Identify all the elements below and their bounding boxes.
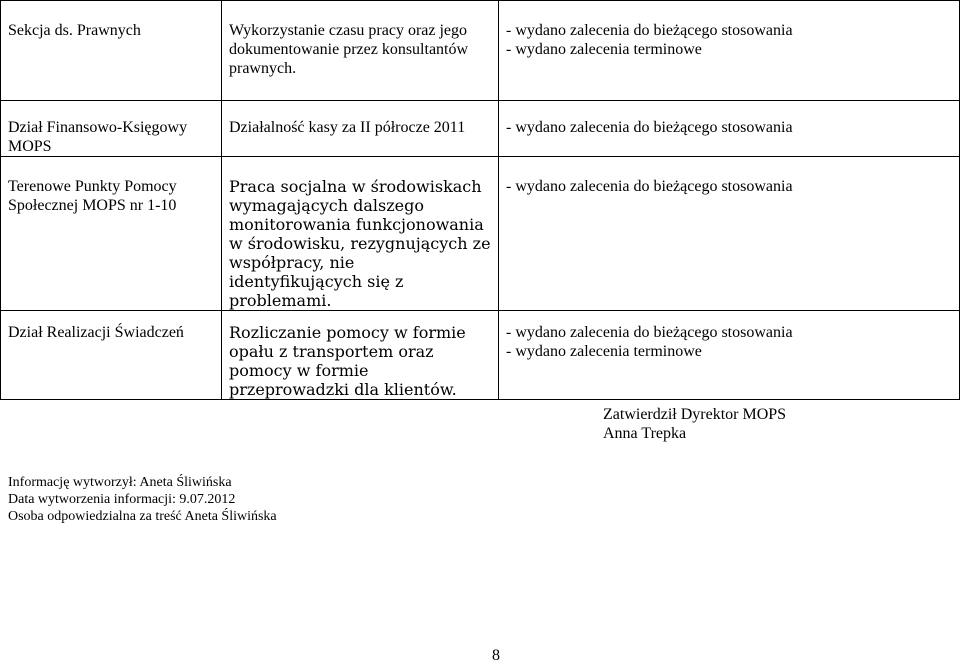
subject-cell xyxy=(222,1,499,101)
department-cell xyxy=(1,157,222,311)
result-cell xyxy=(499,157,960,311)
table-row xyxy=(1,1,960,101)
approval-block xyxy=(603,405,786,443)
department-cell xyxy=(1,101,222,157)
result-line: - wydano zalecenia terminowe xyxy=(506,41,702,58)
department-text: Dział Realizacji Świadczeń xyxy=(8,324,184,341)
subject-text: Działalność kasy za II półrocze 2011 xyxy=(229,119,466,136)
approver-name: Anna Trepka xyxy=(603,425,687,442)
result-line: - wydano zalecenia do bieżącego stosowania xyxy=(506,119,793,136)
department-text: Dział Finansowo-Księgowy MOPS xyxy=(8,119,188,155)
subject-cell xyxy=(222,101,499,157)
subject-text: Praca socjalna w środowiskach wymagających dalszego monitorowania funkcjonowania w środowisku, rezygnujących ze współpracy, nie identyfikujących się z problemami. xyxy=(229,177,491,310)
result-line: - wydano zalecenia do bieżącego stosowania xyxy=(506,178,793,195)
document-metadata xyxy=(8,474,277,525)
result-cell xyxy=(499,101,960,157)
table-row xyxy=(1,101,960,157)
result-cell xyxy=(499,311,960,400)
subject-cell xyxy=(222,311,499,400)
approval-title: Zatwierdził Dyrektor MOPS xyxy=(603,406,787,423)
page-number: 8 xyxy=(492,647,500,664)
table-row xyxy=(1,311,960,400)
department-text: Terenowe Punkty Pomocy Społecznej MOPS nr 1-10 xyxy=(8,178,177,214)
result-line: - wydano zalecenia terminowe xyxy=(506,343,702,360)
department-text: Sekcja ds. Prawnych xyxy=(8,22,141,39)
result-cell xyxy=(499,1,960,101)
created-date: Data wytworzenia informacji: 9.07.2012 xyxy=(8,492,236,507)
result-line: - wydano zalecenia do bieżącego stosowania xyxy=(506,324,793,341)
subject-text: Rozliczanie pomocy w formie opału z transportem oraz pomocy w formie przeprowadzki dla klientów. xyxy=(229,323,466,399)
subject-cell xyxy=(222,157,499,311)
department-cell xyxy=(1,311,222,400)
result-line: - wydano zalecenia do bieżącego stosowania xyxy=(506,22,793,39)
subject-text: Wykorzystanie czasu pracy oraz jego dokumentowanie przez konsultantów prawnych. xyxy=(229,22,469,77)
table-row xyxy=(1,157,960,311)
prepared-by: Informację wytworzył: Aneta Śliwińska xyxy=(8,475,232,490)
department-cell xyxy=(1,1,222,101)
responsible-person: Osoba odpowiedzialna za treść Aneta Śliwińska xyxy=(8,509,277,524)
